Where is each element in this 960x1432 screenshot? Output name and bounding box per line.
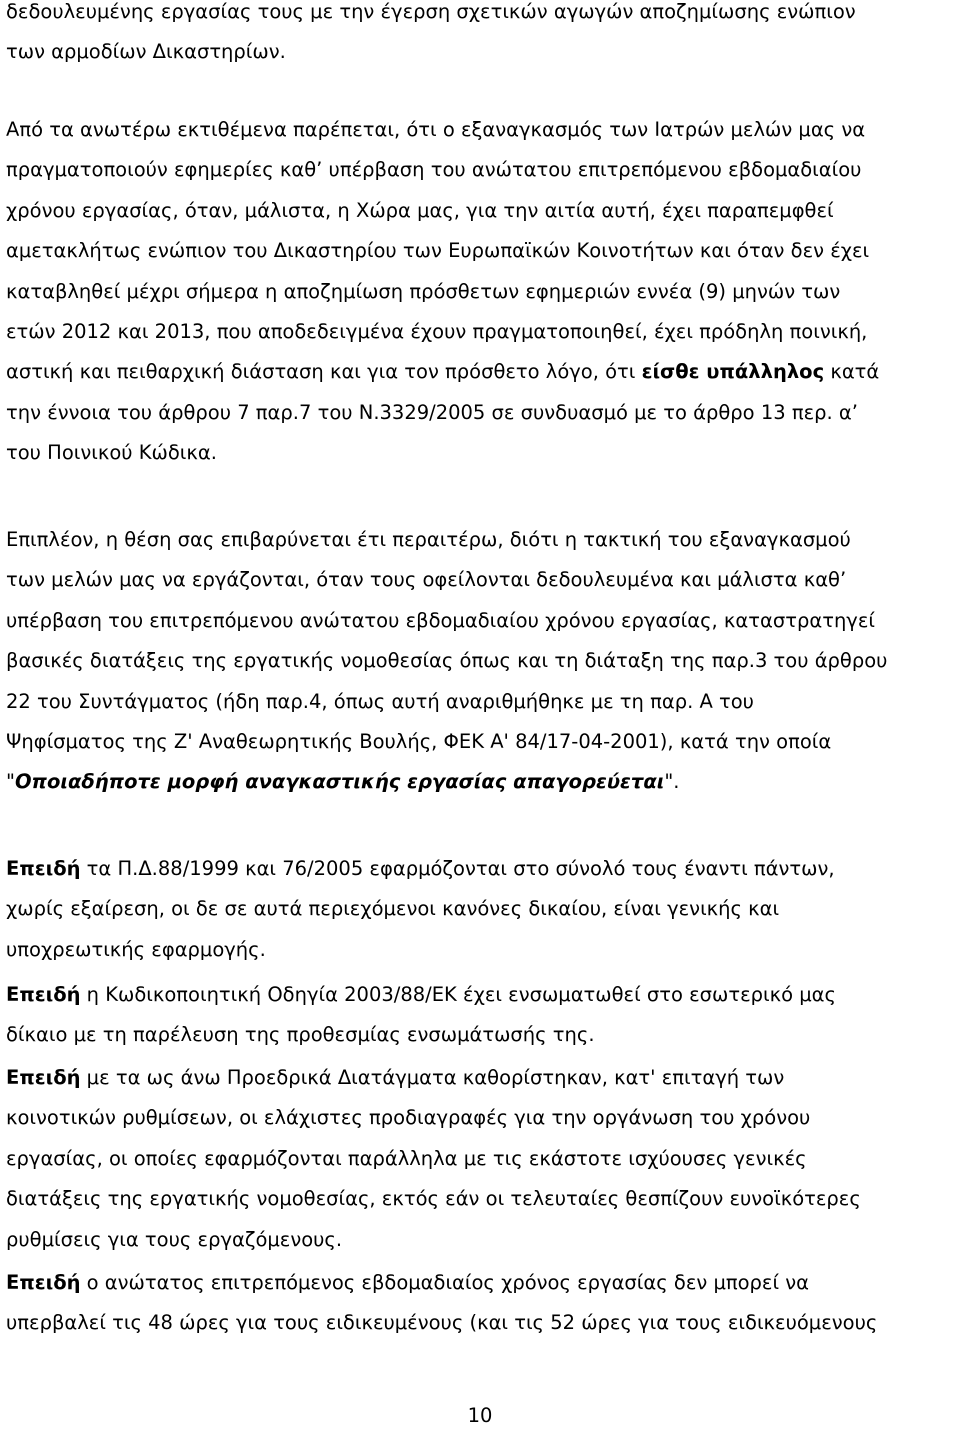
text-run: ".	[664, 770, 680, 794]
paragraph-epeidi-2	[6, 975, 956, 1056]
text-run: κατά	[824, 360, 880, 384]
text-line: βασικές διατάξεις της εργατικής νομοθεσίας όπως και τη διάταξη της παρ.3 του άρθρου	[6, 649, 888, 673]
text-line: δίκαιο με τη παρέλευση της προθεσμίας ενσωμάτωσής της.	[6, 1023, 595, 1047]
text-run: με τα ως άνω Προεδρικά Διατάγματα καθορίστηκαν, κατ' επιταγή των	[80, 1066, 785, 1089]
text-run: τα Π.Δ.88/1999 και 76/2005 εφαρμόζονται στο σύνολό τους έναντι πάντων,	[80, 857, 835, 880]
paragraph-obligations	[6, 110, 956, 474]
text-line	[6, 352, 956, 392]
text-line: Ψηφίσματος της Ζ' Αναθεωρητικής Βουλής, ΦΕΚ Α' 84/17-04-2001), κατά την οποία	[6, 730, 832, 754]
text-run: αστική και πειθαρχική διάσταση και για τον πρόσθετο λόγο, ότι	[6, 360, 642, 384]
text-line: εργασίας, οι οποίες εφαρμόζονται παράλληλα με τις εκάστοτε ισχύουσες γενικές	[6, 1146, 807, 1170]
text-line	[6, 1263, 956, 1303]
text-line: κοινοτικών ρυθμίσεων, οι ελάχιστες προδιαγραφές για την οργάνωση του χρόνου	[6, 1106, 811, 1130]
text-line: υπερβαλεί τις 48 ώρες για τους ειδικευμένους (και τις 52 ώρες για τους ειδικευόμενους	[6, 1311, 878, 1335]
text-line: του Ποινικού Κώδικα.	[6, 441, 217, 465]
text-line: ετών 2012 και 2013, που αποδεδειγμένα έχουν πραγματοποιηθεί, έχει πρόδηλη ποινική,	[6, 320, 868, 344]
text-line: των αρμοδίων Δικαστηρίων.	[6, 40, 286, 64]
keyword-epeidi: Επειδή	[6, 983, 81, 1006]
keyword-epeidi: Επειδή	[6, 1066, 81, 1089]
emphasis-text: είσθε υπάλληλος	[641, 360, 825, 384]
text-line: χωρίς εξαίρεση, οι δε σε αυτά περιεχόμενοι κανόνες δικαίου, είναι γενικής και	[6, 897, 780, 921]
keyword-epeidi: Επειδή	[6, 857, 81, 880]
text-line: των μελών μας να εργάζονται, όταν τους οφείλονται δεδουλευμένα και μάλιστα καθ’	[6, 568, 847, 592]
text-line: διατάξεις της εργατικής νομοθεσίας, εκτός εάν οι τελευταίες θεσπίζουν ευνοϊκότερες	[6, 1187, 861, 1211]
keyword-epeidi: Επειδή	[6, 1271, 81, 1294]
text-line: δεδουλευμένης εργασίας τους με την έγερση σχετικών αγωγών αποζημίωσης ενώπιον	[6, 0, 856, 23]
text-run: η Κωδικοποιητική Οδηγία 2003/88/ΕΚ έχει ενσωματωθεί στο εσωτερικό μας	[80, 983, 836, 1006]
text-line: υποχρεωτικής εφαρμογής.	[6, 937, 266, 961]
emphasis-quote: Οποιαδήποτε μορφή αναγκαστικής εργασίας απαγορεύεται	[14, 770, 665, 794]
text-line: Επιπλέον, η θέση σας επιβαρύνεται έτι περαιτέρω, διότι η τακτική του εξαναγκασμού	[6, 528, 851, 551]
text-line	[6, 975, 956, 1015]
text-line	[6, 849, 956, 889]
text-line: την έννοια του άρθρου 7 παρ.7 του Ν.3329/2005 σε συνδυασμό με το άρθρο 13 περ. α’	[6, 400, 858, 424]
text-line: ρυθμίσεις για τους εργαζόμενους.	[6, 1227, 343, 1251]
text-run: "	[6, 770, 15, 794]
text-line: Από τα ανωτέρω εκτιθέμενα παρέπεται, ότι ο εξαναγκασμός των Ιατρών μελών μας να	[6, 118, 866, 141]
text-line: καταβληθεί μέχρι σήμερα η αποζημίωση πρόσθετων εφημεριών εννέα (9) μηνών των	[6, 279, 841, 303]
text-line: 22 του Συντάγματος (ήδη παρ.4, όπως αυτή αναριθμήθηκε με τη παρ. Α του	[6, 689, 754, 713]
text-line: χρόνου εργασίας, όταν, μάλιστα, η Χώρα μας, για την αιτία αυτή, έχει παραπεμφθεί	[6, 198, 834, 222]
text-run: ο ανώτατος επιτρεπόμενος εβδομαδιαίος χρόνος εργασίας δεν μπορεί να	[80, 1271, 809, 1294]
page-number: 10	[467, 1404, 493, 1427]
paragraph-forced-labour	[6, 520, 956, 803]
continuation-paragraph	[6, 0, 956, 73]
text-line: αμετακλήτως ενώπιον του Δικαστηρίου των Ευρωπαϊκών Κοινοτήτων και όταν δεν έχει	[6, 239, 870, 263]
text-line	[6, 762, 956, 802]
paragraph-epeidi-1	[6, 849, 956, 970]
text-line: υπέρβαση του επιτρεπόμενου ανώτατου εβδομαδιαίου χρόνου εργασίας, καταστρατηγεί	[6, 608, 875, 632]
paragraph-epeidi-3	[6, 1058, 956, 1260]
text-line	[6, 1058, 956, 1098]
paragraph-epeidi-4	[6, 1263, 956, 1344]
text-line: πραγματοποιούν εφημερίες καθ’ υπέρβαση του ανώτατου επιτρεπόμενου εβδομαδιαίου	[6, 158, 862, 182]
